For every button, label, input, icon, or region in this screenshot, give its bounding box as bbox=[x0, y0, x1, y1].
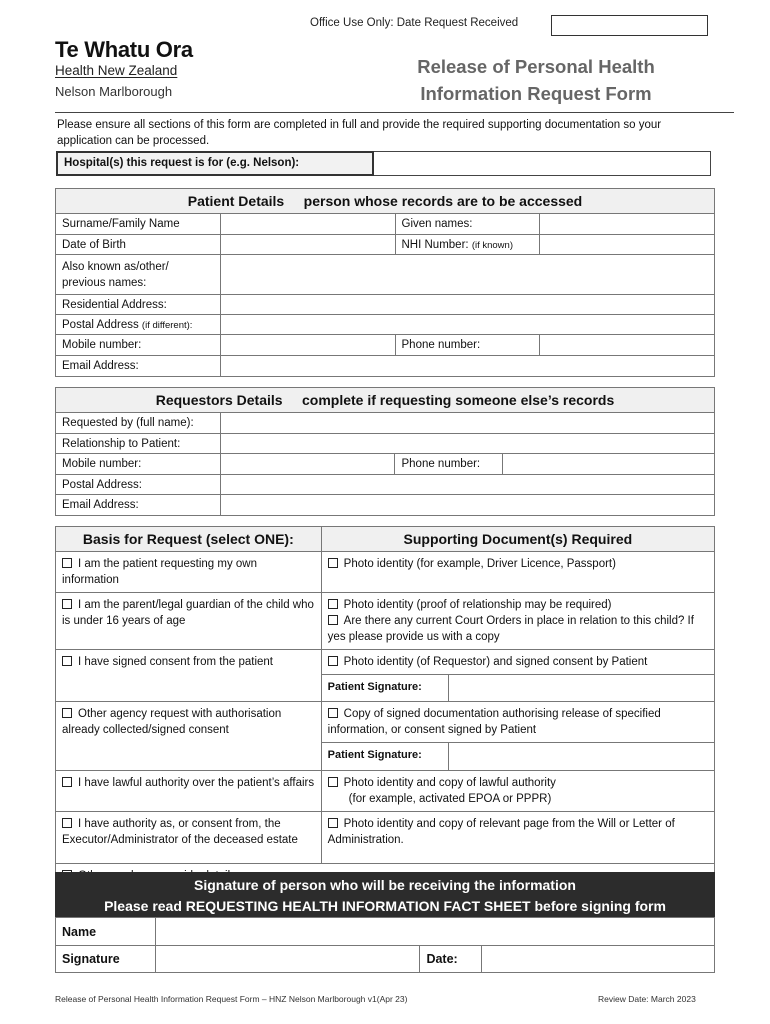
requestor-email-field[interactable] bbox=[220, 495, 714, 516]
checkbox-icon[interactable] bbox=[62, 656, 72, 666]
residential-address-label: Residential Address: bbox=[56, 295, 221, 315]
signature-label: Signature bbox=[56, 946, 156, 973]
support-doc-4-text: Copy of signed documentation authorising release of specified information, or consent signed by Patient bbox=[327, 708, 661, 736]
signature-field[interactable] bbox=[155, 946, 420, 973]
surname-label: Surname/Family Name bbox=[56, 214, 221, 235]
date-label: Date: bbox=[420, 946, 482, 973]
checkbox-icon[interactable] bbox=[328, 558, 338, 568]
requestor-email-label: Email Address: bbox=[56, 495, 221, 516]
nhi-label-text: NHI Number: bbox=[401, 238, 469, 251]
date-field[interactable] bbox=[482, 946, 715, 973]
support-doc-5-example: (for example, activated EPOA or PPPR) bbox=[348, 793, 552, 805]
mobile-label: Mobile number: bbox=[56, 335, 221, 356]
checkbox-icon[interactable] bbox=[328, 599, 338, 609]
support-doc-6-text: Photo identity and copy of relevant page from the Will or Letter of Administration. bbox=[327, 818, 675, 846]
postal-address-field[interactable] bbox=[220, 315, 714, 335]
patient-signature-field-1[interactable] bbox=[448, 675, 714, 702]
relationship-field[interactable] bbox=[220, 434, 714, 454]
checkbox-icon[interactable] bbox=[328, 818, 338, 828]
footer-form-id: Release of Personal Health Information Request Form – HNZ Nelson Marlborough v1(Apr 23) bbox=[55, 994, 408, 1004]
basis-option-5[interactable] bbox=[56, 771, 322, 812]
support-doc-5-text: Photo identity and copy of lawful authority bbox=[343, 777, 556, 789]
checkbox-icon[interactable] bbox=[328, 708, 338, 718]
patient-signature-label-2: Patient Signature: bbox=[321, 743, 448, 771]
support-doc-1-text: Photo identity (for example, Driver Licence, Passport) bbox=[343, 558, 616, 570]
patient-details-title: Patient Details bbox=[187, 193, 285, 209]
logo-title: Te Whatu Ora bbox=[55, 37, 193, 62]
name-label: Name bbox=[56, 918, 156, 946]
basis-option-4[interactable] bbox=[56, 702, 322, 771]
residential-address-field[interactable] bbox=[220, 295, 714, 315]
checkbox-icon[interactable] bbox=[62, 599, 72, 609]
signature-banner-line2: Please read REQUESTING HEALTH INFORMATION FACT SHEET before signing form bbox=[104, 898, 666, 914]
patient-signature-field-2[interactable] bbox=[448, 743, 714, 771]
basis-option-6-text: I have authority as, or consent from, the Executor/Administrator of the deceased estate bbox=[62, 818, 298, 846]
support-doc-3-text: Photo identity (of Requestor) and signed consent by Patient bbox=[343, 656, 648, 668]
patient-signature-label-1: Patient Signature: bbox=[321, 675, 448, 702]
support-doc-4 bbox=[321, 702, 714, 743]
aka-label: Also known as/other/ previous names: bbox=[56, 255, 221, 295]
signature-table bbox=[55, 917, 715, 973]
checkbox-icon[interactable] bbox=[62, 777, 72, 787]
dob-field[interactable] bbox=[220, 235, 395, 255]
basis-option-2-text: I am the parent/legal guardian of the child who is under 16 years of age bbox=[62, 599, 314, 627]
checkbox-icon[interactable] bbox=[62, 818, 72, 828]
name-field[interactable] bbox=[155, 918, 714, 946]
given-names-label: Given names: bbox=[395, 214, 540, 235]
dob-label: Date of Birth bbox=[56, 235, 221, 255]
postal-address-note: (if different): bbox=[141, 319, 193, 331]
support-doc-2 bbox=[321, 593, 714, 650]
patient-details-header bbox=[56, 189, 715, 214]
supporting-docs-header: Supporting Document(s) Required bbox=[321, 527, 714, 552]
requestor-postal-field[interactable] bbox=[220, 475, 714, 495]
nhi-label bbox=[395, 235, 540, 255]
phone-field[interactable] bbox=[540, 335, 715, 356]
surname-field[interactable] bbox=[220, 214, 395, 235]
checkbox-icon[interactable] bbox=[328, 777, 338, 787]
requestor-mobile-field[interactable] bbox=[220, 454, 395, 475]
hospital-label: Hospital(s) this request is for (e.g. Nelson): bbox=[56, 151, 374, 176]
form-title bbox=[395, 53, 677, 107]
office-use-label: Office Use Only: Date Request Received bbox=[310, 17, 519, 29]
basis-header: Basis for Request (select ONE): bbox=[56, 527, 322, 552]
requestor-details-subtitle: complete if requesting someone else’s records bbox=[302, 392, 615, 408]
requestor-mobile-label: Mobile number: bbox=[56, 454, 221, 475]
nhi-note: (if known) bbox=[471, 239, 513, 251]
patient-details-subtitle: person whose records are to be accessed bbox=[303, 193, 583, 209]
basis-option-3-text: I have signed consent from the patient bbox=[78, 656, 273, 668]
form-title-line2: Information Request Form bbox=[420, 83, 652, 104]
mobile-field[interactable] bbox=[220, 335, 395, 356]
basis-option-6[interactable] bbox=[56, 812, 322, 864]
basis-option-4-text: Other agency request with authorisation already collected/signed consent bbox=[62, 708, 282, 736]
footer-review-date: Review Date: March 2023 bbox=[598, 994, 696, 1004]
checkbox-icon[interactable] bbox=[328, 615, 338, 625]
basis-table bbox=[55, 526, 715, 894]
basis-option-5-text: I have lawful authority over the patient’s affairs bbox=[78, 777, 315, 789]
logo-subtitle: Health New Zealand bbox=[55, 63, 178, 78]
support-doc-2-text: Photo identity (proof of relationship may be required) bbox=[343, 599, 612, 611]
aka-field[interactable] bbox=[220, 255, 714, 295]
email-field[interactable] bbox=[220, 356, 714, 377]
court-orders-text: Are there any current Court Orders in place in relation to this child? If yes please provide us with a copy bbox=[327, 615, 694, 643]
form-title-line1: Release of Personal Health bbox=[417, 56, 655, 77]
signature-banner-line1: Signature of person who will be receiving the information bbox=[194, 877, 576, 893]
checkbox-icon[interactable] bbox=[328, 656, 338, 666]
postal-address-label-text: Postal Address bbox=[62, 318, 139, 331]
requestor-phone-field[interactable] bbox=[503, 454, 715, 475]
checkbox-icon[interactable] bbox=[62, 558, 72, 568]
intro-text: Please ensure all sections of this form are completed in full and provide the required supporting documentation so your application can be processed. bbox=[57, 119, 662, 147]
requestor-details-table bbox=[55, 387, 715, 516]
requestor-postal-label: Postal Address: bbox=[56, 475, 221, 495]
title-divider bbox=[55, 112, 734, 113]
support-doc-6 bbox=[321, 812, 714, 864]
basis-option-2[interactable] bbox=[56, 593, 322, 650]
support-doc-1 bbox=[321, 552, 714, 593]
checkbox-icon[interactable] bbox=[62, 708, 72, 718]
patient-details-table bbox=[55, 188, 715, 377]
relationship-label: Relationship to Patient: bbox=[56, 434, 221, 454]
basis-option-1-text: I am the patient requesting my own information bbox=[62, 558, 257, 586]
requestor-details-title: Requestors Details bbox=[155, 392, 283, 408]
support-doc-5 bbox=[321, 771, 714, 812]
requested-by-field[interactable] bbox=[220, 413, 714, 434]
basis-option-3[interactable] bbox=[56, 650, 322, 702]
nhi-field[interactable] bbox=[540, 235, 715, 255]
office-date-field[interactable] bbox=[551, 15, 708, 36]
given-names-field[interactable] bbox=[540, 214, 715, 235]
logo-region: Nelson Marlborough bbox=[55, 84, 173, 99]
support-doc-3 bbox=[321, 650, 714, 675]
requestor-phone-label: Phone number: bbox=[395, 454, 503, 475]
phone-label: Phone number: bbox=[395, 335, 540, 356]
requestor-details-header bbox=[56, 388, 715, 413]
email-label: Email Address: bbox=[56, 356, 221, 377]
basis-option-1[interactable] bbox=[56, 552, 322, 593]
signature-banner bbox=[55, 872, 715, 917]
requested-by-label: Requested by (full name): bbox=[56, 413, 221, 434]
postal-address-label bbox=[56, 315, 221, 335]
